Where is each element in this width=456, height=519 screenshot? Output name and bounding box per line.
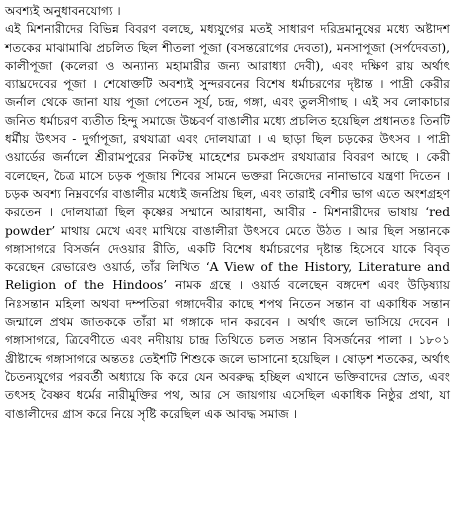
opening-line: অবশ্যই অনুধাবনযোগ্য ।: [5, 4, 121, 18]
body-paragraph: এই মিশনারীদের বিভিন্ন বিবরণ বলছে, মধ্যযুগের মতই সাধারণ দরিদ্রমানুষের মধ্যে অষ্টাদশ শতকের মাঝামাঝি প্রচলিত ছিল শীতলা পূজা (বসন্তরোগের দেবতা), মনসাপূজা (সর্পদেবতা), কালীপূজা (কলেরা ও অন্যান্য মহামারীর জন্য আরাধ্যা দেবী), এবং দক্ষিণ রায় অর্থাৎ ব্যাঘ্রদেবের পূজা । শেষোক্তটি অবশ্যই সুন্দরবনের বিশেষ ধর্মাচরণের দৃষ্টান্ত । পাদ্রী কেরীর জর্নাল থেকে জানা যায় পূজা পেতেন সূর্য, চন্দ্র, গঙ্গা, এবং তুলসীগাছ । এই সব লোকাচার জনিত ধর্মাচরণ ব্যতীত হিন্দু সমাজে উচ্চবর্ণ বাঙালীর মধ্যে প্রচলিত হয়েছিল প্রধানতঃ তিনটি ধর্মীয় উৎসব - দুর্গাপূজা, রথযাত্রা এবং দোলযাত্রা । এ ছাড়া ছিল চড়কের উৎসব । পাদ্রী ওয়ার্ডের জর্নালে শ্রীরামপুরের নিকটস্থ মাহেশের চমকপ্রদ রথযাত্রার বিবরণ আছে । কেরী বলেছেন, চৈত্র মাসে চড়ক পূজায় শিবের সামনে ভক্তরা নিজেদের নানাভাবে যন্ত্রণা দিতেন । চড়ক অবশ্য নিম্নবর্ণের বাঙালীর মধ্যেই জনপ্রিয় ছিল, এবং তারাই বেশীর ভাগ এতে অংশগ্রহণ করতেন । দোলযাত্রা ছিল কৃষ্ণের সম্মানে আরাধনা, আবীর - মিশনারীদের ভাষায় ‘red powder’ মাথায় মেখে এবং মাখিয়ে বাঙালীরা উৎসবে মেতে উঠত । আর ছিল সন্তানকে গঙ্গাসাগরে বিসর্জন দেওয়ার রীতি, একটি বিশেষ ধর্মাচরণের দৃষ্টান্ত হিসেবে যাকে বিবৃত করেছেন রেভারেণ্ড ওয়ার্ড, তাঁর লিখিত ‘A View of the History, Literature and Religion of the Hindoos’ নামক গ্রন্থে । ওয়ার্ড বলেছেন বঙ্গদেশ এবং উড়িষ্যায় নিঃসন্তান মহিলা অথবা দম্পতিরা গঙ্গাদেবীর কাছে শপথ নিতেন সন্তান বা একাধিক সন্তান জন্মালে প্রথম জাতককে তাঁরা মা গঙ্গাকে দান করবেন । অর্থাৎ জলে ভাসিয়ে দেবেন । গঙ্গাসাগরে, ত্রিবেণীতে এবং নদীয়ায় চান্দ্র তিথিতে চলত সন্তান বিসর্জনের পালা । ১৮০১ খ্রীষ্টাব্দে গঙ্গাসাগরে অন্ততঃ তেইশটি শিশুকে জলে ভাসানো হয়েছিল । ষোড়শ শতকের, অর্থাৎ চৈতন্যযুগের পরবর্তী অধ্যায়ে কি করে যেন অবরুদ্ধ হচ্ছিল এখানে ভক্তিবাদের স্রোত, এবং তৎসহ বৈষ্ণব ধর্মের নারীমুক্তির পথ, আর সে জায়গায় এসেছিল একাধিক নিষ্ঠুর প্রথা, যা বাঙালীদের গ্রাস করে নিয়ে সৃষ্টি করেছিল এক আবদ্ধ সমাজ ।: [5, 22, 450, 421]
